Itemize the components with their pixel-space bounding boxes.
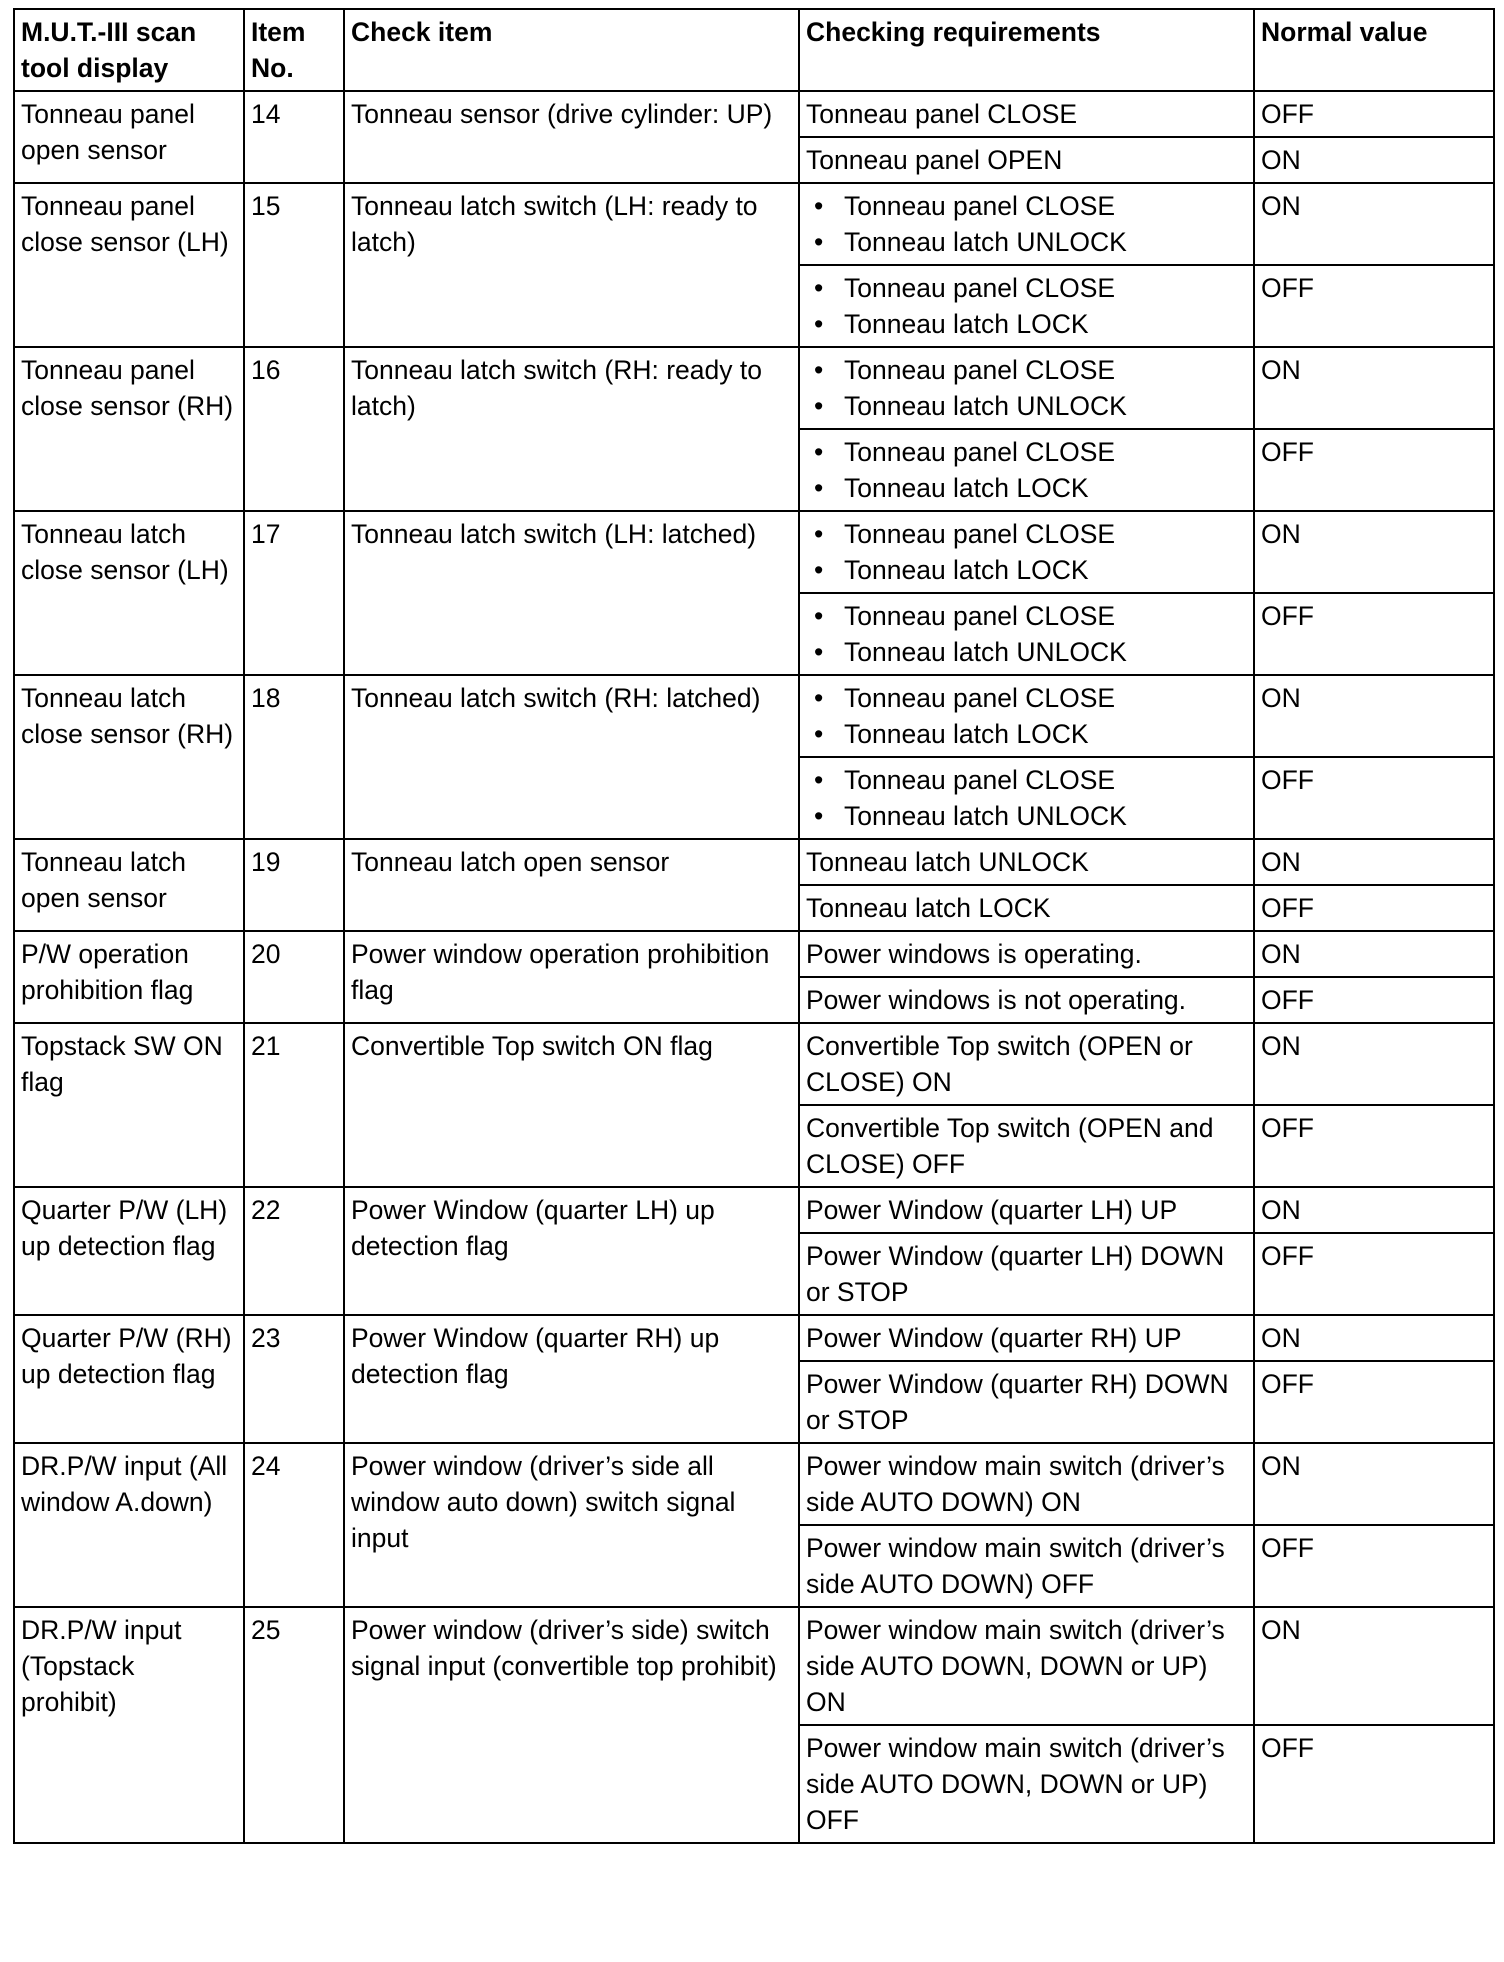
table-row xyxy=(14,511,1494,593)
item-no-cell: 24 xyxy=(244,1443,344,1607)
checking-requirement-cell xyxy=(799,347,1254,429)
requirement-list xyxy=(806,516,1247,588)
requirement-item: • Tonneau latch UNLOCK xyxy=(806,224,1247,260)
checking-requirement-cell xyxy=(799,511,1254,593)
normal-value-cell: ON xyxy=(1254,931,1494,977)
check-item-cell: Power window (driver’s side all window auto down) switch signal input xyxy=(344,1443,799,1607)
scan-tool-display-cell: DR.P/W input (All window A.down) xyxy=(14,1443,244,1607)
checking-requirement-cell: Power window main switch (driver’s side AUTO DOWN, DOWN or UP) OFF xyxy=(799,1725,1254,1843)
normal-value-cell: ON xyxy=(1254,183,1494,265)
scan-tool-display-cell: Quarter P/W (RH) up detection flag xyxy=(14,1315,244,1443)
table-body xyxy=(14,91,1494,1843)
header-row xyxy=(14,9,1494,91)
requirement-item: • Tonneau latch UNLOCK xyxy=(806,388,1247,424)
item-no-cell: 19 xyxy=(244,839,344,931)
requirement-item: • Tonneau panel CLOSE xyxy=(806,762,1247,798)
requirement-list xyxy=(806,598,1247,670)
document-page xyxy=(13,8,1493,1844)
header-item-no: Item No. xyxy=(244,9,344,91)
checking-requirement-cell xyxy=(799,757,1254,839)
normal-value-cell: OFF xyxy=(1254,1233,1494,1315)
item-no-cell: 20 xyxy=(244,931,344,1023)
scan-tool-display-cell: Topstack SW ON flag xyxy=(14,1023,244,1187)
item-no-cell: 14 xyxy=(244,91,344,183)
requirement-item: • Tonneau panel CLOSE xyxy=(806,598,1247,634)
requirement-item: • Tonneau latch LOCK xyxy=(806,716,1247,752)
header-checking-requirements: Checking requirements xyxy=(799,9,1254,91)
requirement-item: • Tonneau latch LOCK xyxy=(806,470,1247,506)
checking-requirement-cell: Tonneau latch UNLOCK xyxy=(799,839,1254,885)
requirement-item: • Tonneau panel CLOSE xyxy=(806,680,1247,716)
header-normal-value: Normal value xyxy=(1254,9,1494,91)
requirement-item: • Tonneau latch UNLOCK xyxy=(806,798,1247,834)
item-no-cell: 15 xyxy=(244,183,344,347)
table-row xyxy=(14,675,1494,757)
checking-requirement-cell: Tonneau latch LOCK xyxy=(799,885,1254,931)
normal-value-cell: ON xyxy=(1254,1187,1494,1233)
normal-value-cell: OFF xyxy=(1254,91,1494,137)
data-list-table xyxy=(13,8,1495,1844)
table-row xyxy=(14,1443,1494,1525)
check-item-cell: Tonneau latch switch (RH: ready to latch) xyxy=(344,347,799,511)
normal-value-cell: OFF xyxy=(1254,1361,1494,1443)
normal-value-cell: OFF xyxy=(1254,757,1494,839)
normal-value-cell: OFF xyxy=(1254,593,1494,675)
item-no-cell: 18 xyxy=(244,675,344,839)
normal-value-cell: ON xyxy=(1254,1023,1494,1105)
table-row xyxy=(14,839,1494,885)
checking-requirement-cell: Power Window (quarter LH) DOWN or STOP xyxy=(799,1233,1254,1315)
scan-tool-display-cell: Tonneau panel open sensor xyxy=(14,91,244,183)
checking-requirement-cell: Power window main switch (driver’s side AUTO DOWN, DOWN or UP) ON xyxy=(799,1607,1254,1725)
checking-requirement-cell xyxy=(799,429,1254,511)
checking-requirement-cell: Convertible Top switch (OPEN or CLOSE) ON xyxy=(799,1023,1254,1105)
checking-requirement-cell xyxy=(799,593,1254,675)
header-check-item: Check item xyxy=(344,9,799,91)
requirement-item: • Tonneau panel CLOSE xyxy=(806,434,1247,470)
check-item-cell: Tonneau latch switch (LH: latched) xyxy=(344,511,799,675)
table-row xyxy=(14,1315,1494,1361)
requirement-item: • Tonneau latch UNLOCK xyxy=(806,634,1247,670)
scan-tool-display-cell: DR.P/W input (Topstack prohibit) xyxy=(14,1607,244,1843)
table-row xyxy=(14,91,1494,137)
normal-value-cell: OFF xyxy=(1254,1525,1494,1607)
checking-requirement-cell: Power windows is not operating. xyxy=(799,977,1254,1023)
requirement-list xyxy=(806,270,1247,342)
checking-requirement-cell: Power Window (quarter LH) UP xyxy=(799,1187,1254,1233)
check-item-cell: Power Window (quarter RH) up detection flag xyxy=(344,1315,799,1443)
table-row xyxy=(14,931,1494,977)
table-row xyxy=(14,183,1494,265)
checking-requirement-cell: Power Window (quarter RH) UP xyxy=(799,1315,1254,1361)
table-row xyxy=(14,347,1494,429)
normal-value-cell: ON xyxy=(1254,1607,1494,1725)
requirement-item: • Tonneau latch LOCK xyxy=(806,306,1247,342)
checking-requirement-cell: Tonneau panel CLOSE xyxy=(799,91,1254,137)
scan-tool-display-cell: Tonneau latch close sensor (RH) xyxy=(14,675,244,839)
checking-requirement-cell: Convertible Top switch (OPEN and CLOSE) OFF xyxy=(799,1105,1254,1187)
item-no-cell: 21 xyxy=(244,1023,344,1187)
checking-requirement-cell: Power window main switch (driver’s side AUTO DOWN) OFF xyxy=(799,1525,1254,1607)
requirement-list xyxy=(806,762,1247,834)
checking-requirement-cell: Power Window (quarter RH) DOWN or STOP xyxy=(799,1361,1254,1443)
requirement-item: • Tonneau panel CLOSE xyxy=(806,188,1247,224)
scan-tool-display-cell: Tonneau panel close sensor (RH) xyxy=(14,347,244,511)
check-item-cell: Power window (driver’s side) switch signal input (convertible top prohibit) xyxy=(344,1607,799,1843)
item-no-cell: 22 xyxy=(244,1187,344,1315)
item-no-cell: 23 xyxy=(244,1315,344,1443)
requirement-list xyxy=(806,434,1247,506)
checking-requirement-cell xyxy=(799,265,1254,347)
normal-value-cell: ON xyxy=(1254,675,1494,757)
check-item-cell: Tonneau latch switch (RH: latched) xyxy=(344,675,799,839)
check-item-cell: Tonneau sensor (drive cylinder: UP) xyxy=(344,91,799,183)
checking-requirement-cell: Power window main switch (driver’s side AUTO DOWN) ON xyxy=(799,1443,1254,1525)
requirement-list xyxy=(806,352,1247,424)
check-item-cell: Tonneau latch switch (LH: ready to latch) xyxy=(344,183,799,347)
requirement-item: • Tonneau panel CLOSE xyxy=(806,352,1247,388)
checking-requirement-cell xyxy=(799,183,1254,265)
requirement-item: • Tonneau panel CLOSE xyxy=(806,270,1247,306)
normal-value-cell: ON xyxy=(1254,511,1494,593)
normal-value-cell: ON xyxy=(1254,137,1494,183)
normal-value-cell: ON xyxy=(1254,1443,1494,1525)
checking-requirement-cell: Tonneau panel OPEN xyxy=(799,137,1254,183)
scan-tool-display-cell: Quarter P/W (LH) up detection flag xyxy=(14,1187,244,1315)
table-row xyxy=(14,1607,1494,1725)
normal-value-cell: OFF xyxy=(1254,1105,1494,1187)
scan-tool-display-cell: Tonneau panel close sensor (LH) xyxy=(14,183,244,347)
normal-value-cell: ON xyxy=(1254,839,1494,885)
item-no-cell: 25 xyxy=(244,1607,344,1843)
normal-value-cell: OFF xyxy=(1254,1725,1494,1843)
item-no-cell: 17 xyxy=(244,511,344,675)
scan-tool-display-cell: P/W operation prohibition flag xyxy=(14,931,244,1023)
normal-value-cell: ON xyxy=(1254,1315,1494,1361)
requirement-list xyxy=(806,188,1247,260)
table-row xyxy=(14,1023,1494,1105)
scan-tool-display-cell: Tonneau latch close sensor (LH) xyxy=(14,511,244,675)
normal-value-cell: OFF xyxy=(1254,977,1494,1023)
check-item-cell: Power window operation prohibition flag xyxy=(344,931,799,1023)
normal-value-cell: OFF xyxy=(1254,265,1494,347)
normal-value-cell: OFF xyxy=(1254,429,1494,511)
table-row xyxy=(14,1187,1494,1233)
normal-value-cell: OFF xyxy=(1254,885,1494,931)
checking-requirement-cell xyxy=(799,675,1254,757)
checking-requirement-cell: Power windows is operating. xyxy=(799,931,1254,977)
header-scan-tool-display: M.U.T.-III scan tool display xyxy=(14,9,244,91)
requirement-item: • Tonneau latch LOCK xyxy=(806,552,1247,588)
normal-value-cell: ON xyxy=(1254,347,1494,429)
requirement-item: • Tonneau panel CLOSE xyxy=(806,516,1247,552)
requirement-list xyxy=(806,680,1247,752)
check-item-cell: Tonneau latch open sensor xyxy=(344,839,799,931)
check-item-cell: Convertible Top switch ON flag xyxy=(344,1023,799,1187)
item-no-cell: 16 xyxy=(244,347,344,511)
check-item-cell: Power Window (quarter LH) up detection flag xyxy=(344,1187,799,1315)
scan-tool-display-cell: Tonneau latch open sensor xyxy=(14,839,244,931)
